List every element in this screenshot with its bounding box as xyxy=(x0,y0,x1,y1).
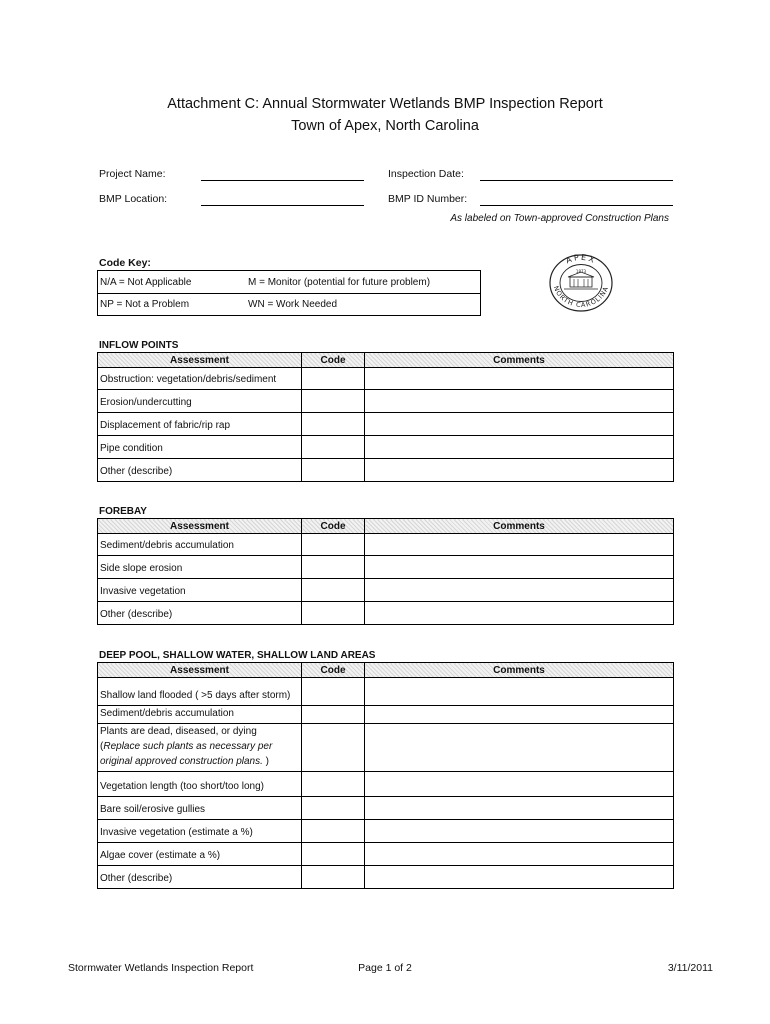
assessment-cell: Displacement of fabric/rip rap xyxy=(98,413,302,436)
code-cell[interactable] xyxy=(302,436,365,459)
code-cell[interactable] xyxy=(302,368,365,390)
code-cell[interactable] xyxy=(302,772,365,797)
table-row xyxy=(98,459,674,482)
assessment-cell: Obstruction: vegetation/debris/sediment xyxy=(98,368,302,390)
assessment-cell: Sediment/debris accumulation xyxy=(98,534,302,556)
code-cell[interactable] xyxy=(302,534,365,556)
assessment-cell: Sediment/debris accumulation xyxy=(98,706,302,724)
comments-cell[interactable] xyxy=(365,579,674,602)
assessment-cell: Algae cover (estimate a %) xyxy=(98,843,302,866)
code-cell[interactable] xyxy=(302,843,365,866)
code-key-box xyxy=(97,270,481,316)
table-row xyxy=(98,843,674,866)
code-cell[interactable] xyxy=(302,797,365,820)
seal-year: 1873 xyxy=(575,269,587,274)
table-row xyxy=(98,534,674,556)
comments-column-header: Comments xyxy=(365,663,674,678)
assessment-cell: Side slope erosion xyxy=(98,556,302,579)
assessment-cell: Other (describe) xyxy=(98,459,302,482)
comments-cell[interactable] xyxy=(365,843,674,866)
inspection-date-label: Inspection Date: xyxy=(388,168,464,180)
footer-date: 3/11/2011 xyxy=(667,962,713,974)
code-column-header: Code xyxy=(302,353,365,368)
bmp-id-field[interactable] xyxy=(480,205,673,206)
assessment-cell: Shallow land flooded ( >5 days after storm) xyxy=(98,678,302,706)
assessment-cell: Pipe condition xyxy=(98,436,302,459)
code-cell[interactable] xyxy=(302,579,365,602)
code-cell[interactable] xyxy=(302,706,365,724)
project-name-label: Project Name: xyxy=(99,168,166,180)
table-row xyxy=(98,797,674,820)
table-row xyxy=(98,390,674,413)
assessment-cell: Other (describe) xyxy=(98,602,302,625)
code-cell[interactable] xyxy=(302,390,365,413)
footer-left: Stormwater Wetlands Inspection Report xyxy=(68,962,254,974)
comments-column-header: Comments xyxy=(365,353,674,368)
assessment-cell: Invasive vegetation (estimate a %) xyxy=(98,820,302,843)
bmp-id-note: As labeled on Town-approved Construction Plans xyxy=(450,213,669,224)
table-row xyxy=(98,772,674,797)
comments-cell[interactable] xyxy=(365,390,674,413)
inflow-table xyxy=(97,352,674,482)
comments-cell[interactable] xyxy=(365,678,674,706)
code-m: M = Monitor (potential for future problem) xyxy=(248,277,431,288)
comments-cell[interactable] xyxy=(365,413,674,436)
table-row xyxy=(98,866,674,889)
assessment-cell: Bare soil/erosive gullies xyxy=(98,797,302,820)
table-row xyxy=(98,706,674,724)
assessment-cell: Invasive vegetation xyxy=(98,579,302,602)
code-cell[interactable] xyxy=(302,866,365,889)
assessment-cell: Other (describe) xyxy=(98,866,302,889)
table-row xyxy=(98,556,674,579)
assessment-column-header: Assessment xyxy=(98,519,302,534)
assessment-column-header: Assessment xyxy=(98,663,302,678)
comments-cell[interactable] xyxy=(365,602,674,625)
assessment-cell: Erosion/undercutting xyxy=(98,390,302,413)
table-row xyxy=(98,579,674,602)
comments-column-header: Comments xyxy=(365,519,674,534)
code-key-row xyxy=(98,293,480,315)
seal-top-text: APEX xyxy=(564,253,598,266)
code-cell[interactable] xyxy=(302,413,365,436)
table-row xyxy=(98,368,674,390)
comments-cell[interactable] xyxy=(365,820,674,843)
code-cell[interactable] xyxy=(302,602,365,625)
comments-cell[interactable] xyxy=(365,368,674,390)
code-na: N/A = Not Applicable xyxy=(100,277,192,288)
comments-cell[interactable] xyxy=(365,772,674,797)
inspection-date-field[interactable] xyxy=(480,180,673,181)
bmp-location-label: BMP Location: xyxy=(99,193,168,205)
code-wn: WN = Work Needed xyxy=(248,299,338,310)
table-row xyxy=(98,413,674,436)
plants-condition-text: Plants are dead, diseased, or dying xyxy=(100,726,257,737)
comments-cell[interactable] xyxy=(365,556,674,579)
deep-pool-section-title: DEEP POOL, SHALLOW WATER, SHALLOW LAND AREAS xyxy=(99,650,376,661)
code-np: NP = Not a Problem xyxy=(100,299,190,310)
bmp-location-field[interactable] xyxy=(201,205,364,206)
inflow-section-title: INFLOW POINTS xyxy=(99,340,179,351)
comments-cell[interactable] xyxy=(365,866,674,889)
town-seal-logo xyxy=(548,253,614,313)
table-row xyxy=(98,602,674,625)
comments-cell[interactable] xyxy=(365,706,674,724)
comments-cell[interactable] xyxy=(365,436,674,459)
table-row xyxy=(98,820,674,843)
table-row xyxy=(98,724,674,772)
project-name-field[interactable] xyxy=(201,180,364,181)
code-cell[interactable] xyxy=(302,556,365,579)
comments-cell[interactable] xyxy=(365,459,674,482)
svg-text:NORTH CAROLINA xyxy=(552,285,611,309)
assessment-cell xyxy=(98,724,302,772)
code-cell[interactable] xyxy=(302,459,365,482)
plants-replace-note: (Replace such plants as necessary per original approved construction plans. ) xyxy=(100,741,273,767)
code-cell[interactable] xyxy=(302,678,365,706)
comments-cell[interactable] xyxy=(365,534,674,556)
deep-pool-table xyxy=(97,662,674,889)
table-row xyxy=(98,436,674,459)
table-row xyxy=(98,678,674,706)
page-subtitle: Town of Apex, North Carolina xyxy=(291,118,479,134)
code-key-title: Code Key: xyxy=(99,257,151,269)
forebay-section-title: FOREBAY xyxy=(99,506,147,517)
code-cell[interactable] xyxy=(302,820,365,843)
code-cell[interactable] xyxy=(302,724,365,772)
seal-bottom-text: NORTH CAROLINA xyxy=(551,284,611,310)
comments-cell[interactable] xyxy=(365,797,674,820)
code-column-header: Code xyxy=(302,663,365,678)
page-title: Attachment C: Annual Stormwater Wetlands BMP Inspection Report xyxy=(167,96,603,112)
code-key-row xyxy=(98,271,480,294)
comments-cell[interactable] xyxy=(365,724,674,772)
code-column-header: Code xyxy=(302,519,365,534)
assessment-cell: Vegetation length (too short/too long) xyxy=(98,772,302,797)
footer-page-number: Page 1 of 2 xyxy=(358,962,412,974)
forebay-table xyxy=(97,518,674,625)
bmp-id-label: BMP ID Number: xyxy=(388,193,468,205)
assessment-column-header: Assessment xyxy=(98,353,302,368)
